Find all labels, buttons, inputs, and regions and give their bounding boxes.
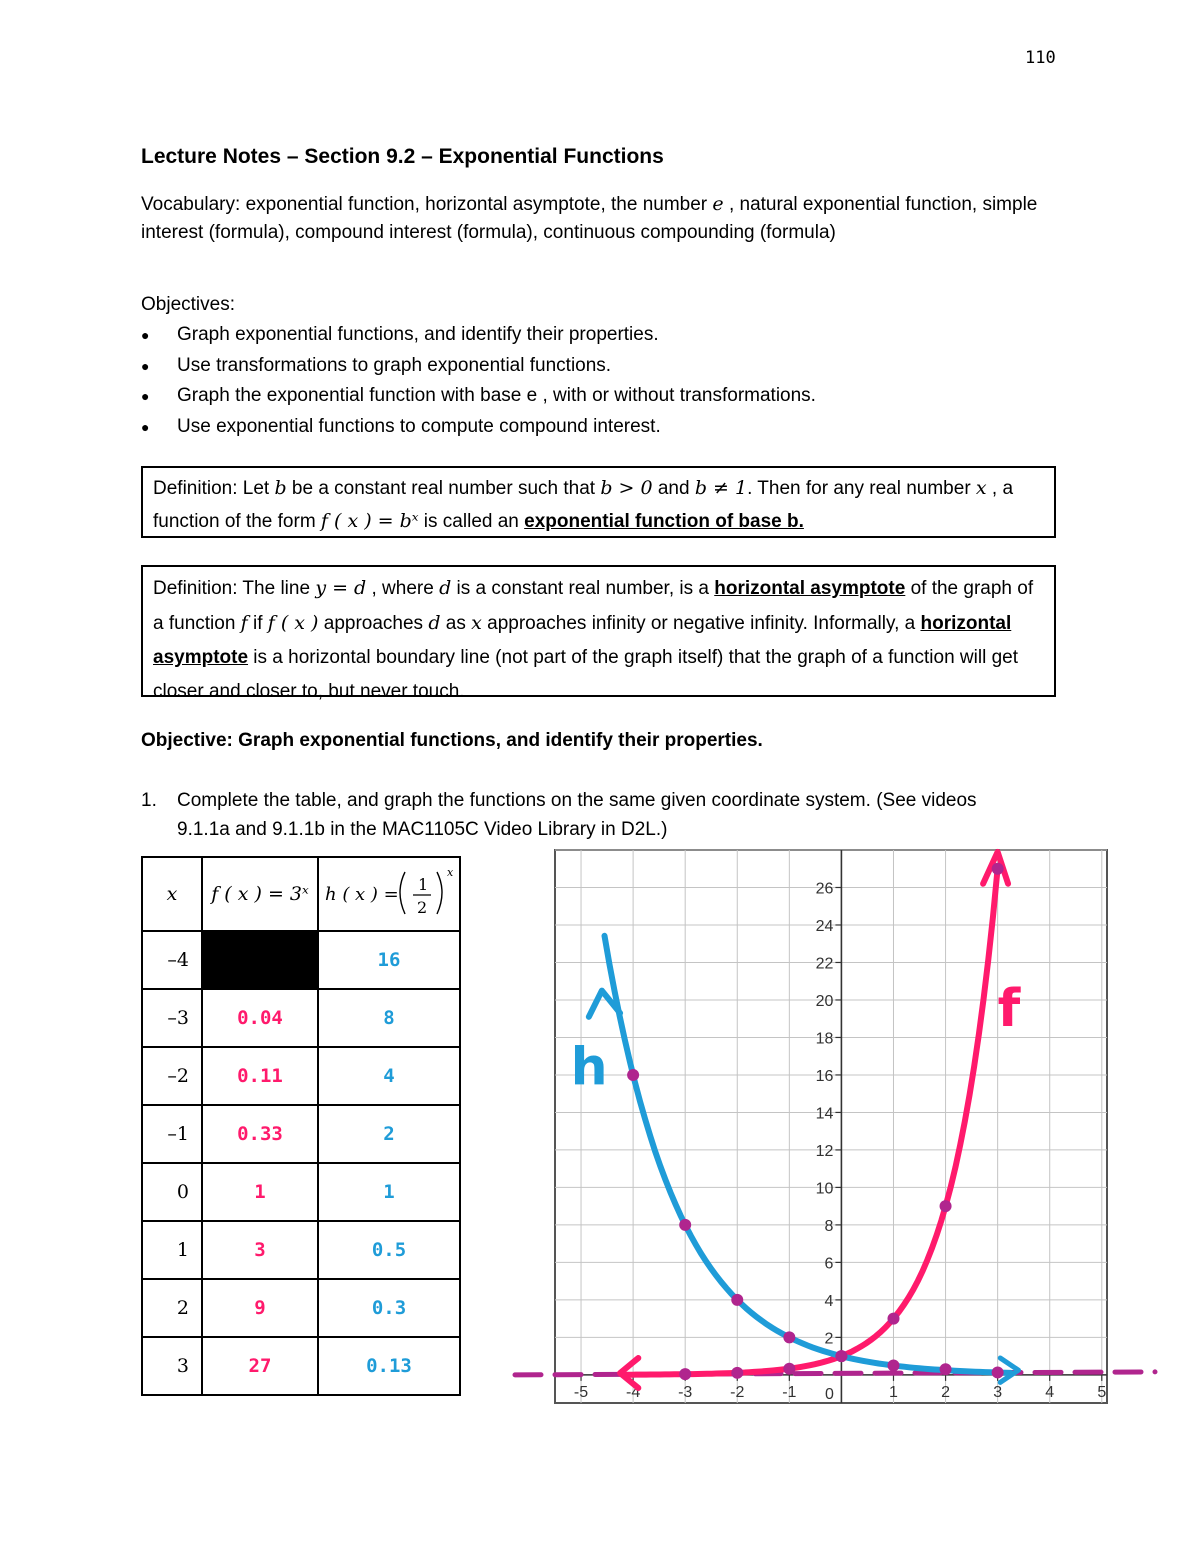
def2-var-x: x (471, 612, 482, 634)
y-tick-label: 8 (824, 1217, 834, 1235)
def1-text: is called an (418, 511, 525, 532)
def2-text: is a constant real number, is a (451, 578, 715, 599)
data-point-h (627, 1069, 639, 1081)
cell-f: 1 (202, 1163, 318, 1221)
cell-x: –2 (142, 1047, 202, 1105)
objective-item: ● Graph the exponential function with base e , with or without transformations. (141, 381, 816, 412)
def2-text: as (440, 613, 472, 634)
cell-x: 3 (142, 1337, 202, 1395)
y-tick-label: 18 (815, 1030, 834, 1048)
data-point-h (679, 1219, 691, 1231)
cell-f: 0.33 (202, 1105, 318, 1163)
x-tick-label: 4 (1045, 1383, 1055, 1401)
y-tick-label: 26 (815, 880, 834, 898)
vocabulary-label: Vocabulary: (141, 194, 241, 215)
cell-h: 8 (318, 989, 460, 1047)
data-point-f (887, 1313, 899, 1325)
x-tick-label: 1 (889, 1383, 898, 1401)
cell-x: 2 (142, 1279, 202, 1337)
y-tick-label: 20 (815, 992, 834, 1010)
data-point-f (731, 1367, 743, 1379)
y-tick-label: 4 (824, 1292, 834, 1310)
vocabulary-text-cont: , natural exponential function, simple interest (formula), compound interest (formula), continuous compounding (formula) (141, 194, 1038, 243)
var-e: e (712, 193, 724, 215)
def1-condition: b ≠ 1 (694, 477, 748, 499)
def1-text: , a function of the form (153, 478, 1014, 532)
curve-h-label: h (570, 1037, 608, 1098)
def2-equation: y = d (315, 577, 367, 599)
origin-label: 0 (824, 1385, 834, 1403)
def1-term: exponential function of base b. (524, 511, 804, 532)
data-point-f (992, 863, 1004, 875)
page-title: Lecture Notes – Section 9.2 – Exponential Functions (141, 145, 664, 168)
objectives-heading: Objectives: (141, 294, 235, 315)
header-f: f ( x ) = 3ˣ (202, 857, 318, 931)
objective-item: ● Use exponential functions to compute compound interest. (141, 412, 816, 443)
section-objective-heading: Objective: Graph exponential functions, and identify their properties. (141, 730, 763, 751)
cell-x: 1 (142, 1221, 202, 1279)
question-text: Complete the table, and graph the functions on the same given coordinate system. (See videos 9.1.1a and 9.1.1b in the MAC1105C Video Library in D2L.) (177, 790, 977, 840)
def2-text: if (247, 613, 268, 634)
y-tick-label: 16 (815, 1067, 834, 1085)
data-point-h (835, 1350, 847, 1362)
cell-h: 4 (318, 1047, 460, 1105)
cell-f: 0.04 (202, 989, 318, 1047)
curve-f-label: f (997, 979, 1021, 1040)
y-tick-label: 22 (815, 955, 834, 973)
header-h-num: 1 (418, 874, 429, 894)
cell-f: 9 (202, 1279, 318, 1337)
header-h-lhs: h ( x ) = (325, 883, 399, 905)
def2-text: , where (366, 578, 440, 599)
asymptote-dashed-line (515, 1372, 1155, 1375)
x-tick-label: -5 (573, 1383, 589, 1401)
x-tick-label: -4 (625, 1383, 641, 1401)
cell-h: 2 (318, 1105, 460, 1163)
def1-var-x: x (975, 477, 987, 499)
objective-item: ● Graph exponential functions, and identify their properties. (141, 320, 816, 351)
cell-h: 16 (318, 931, 460, 989)
cell-h: 0.3 (318, 1279, 460, 1337)
def1-formula: f ( x ) = bˣ (320, 510, 419, 532)
x-tick-label: 2 (941, 1383, 951, 1401)
def1-text: be a constant real number such that (286, 478, 601, 499)
def1-text: Definition: Let (153, 478, 275, 499)
cell-x: –3 (142, 989, 202, 1047)
x-tick-label: 5 (1097, 1383, 1107, 1401)
y-tick-label: 10 (815, 1180, 834, 1198)
cell-f: 3 (202, 1221, 318, 1279)
cell-h: 1 (318, 1163, 460, 1221)
data-point-h (783, 1331, 795, 1343)
y-tick-label: 12 (815, 1142, 834, 1160)
objective-item: ● Use transformations to graph exponential functions. (141, 351, 816, 382)
cell-f: 0.11 (202, 1047, 318, 1105)
def1-text: and (652, 478, 695, 499)
def2-fx: f ( x ) (267, 612, 319, 634)
def2-text: is a horizontal boundary line (not part of the graph itself) that the graph of a function will get closer and closer to, but never touch. (153, 647, 1018, 702)
def1-text: . Then for any real number (747, 478, 976, 499)
cell-x: –4 (142, 931, 202, 989)
y-tick-label: 14 (815, 1105, 834, 1123)
cell-x: –1 (142, 1105, 202, 1163)
def2-text: Definition: The line (153, 578, 316, 599)
y-tick-label: 24 (815, 917, 834, 935)
cell-x: 0 (142, 1163, 202, 1221)
def2-term: horizontal asymptote (153, 613, 1012, 668)
def1-condition: b > 0 (600, 477, 653, 499)
y-tick-label: 2 (824, 1330, 834, 1348)
def2-text: approaches (318, 613, 429, 634)
header-h-den: 2 (417, 897, 428, 917)
page-number: 110 (1025, 48, 1056, 68)
cell-f: 27 (202, 1337, 318, 1395)
x-tick-label: 3 (993, 1383, 1003, 1401)
def2-var-d: d (439, 577, 452, 599)
x-tick-label: -3 (678, 1383, 693, 1401)
x-tick-label: -1 (782, 1383, 797, 1401)
data-point-f (679, 1368, 691, 1380)
def2-text: of the graph of a function (153, 578, 1034, 634)
cell-h: 0.5 (318, 1221, 460, 1279)
data-point-h (887, 1360, 899, 1372)
def1-var-b: b (274, 477, 287, 499)
x-tick-label: -2 (730, 1383, 745, 1401)
question-number: 1. (141, 790, 157, 811)
def2-term: horizontal asymptote (714, 578, 906, 599)
header-x: x (142, 857, 202, 931)
data-point-h (731, 1294, 743, 1306)
def2-text: approaches infinity or negative infinity. Informally, a (481, 613, 921, 634)
def2-var-d: d (428, 612, 441, 634)
data-point-h (992, 1366, 1004, 1378)
def2-var-f: f (240, 612, 248, 634)
data-point-h (940, 1363, 952, 1375)
y-tick-label: 6 (824, 1255, 834, 1273)
data-point-f (783, 1363, 795, 1375)
cell-h: 0.13 (318, 1337, 460, 1395)
vocabulary-text: exponential function, horizontal asymptote, the number (240, 194, 713, 215)
header-h-exp: x (447, 865, 454, 879)
data-point-f (940, 1200, 952, 1212)
